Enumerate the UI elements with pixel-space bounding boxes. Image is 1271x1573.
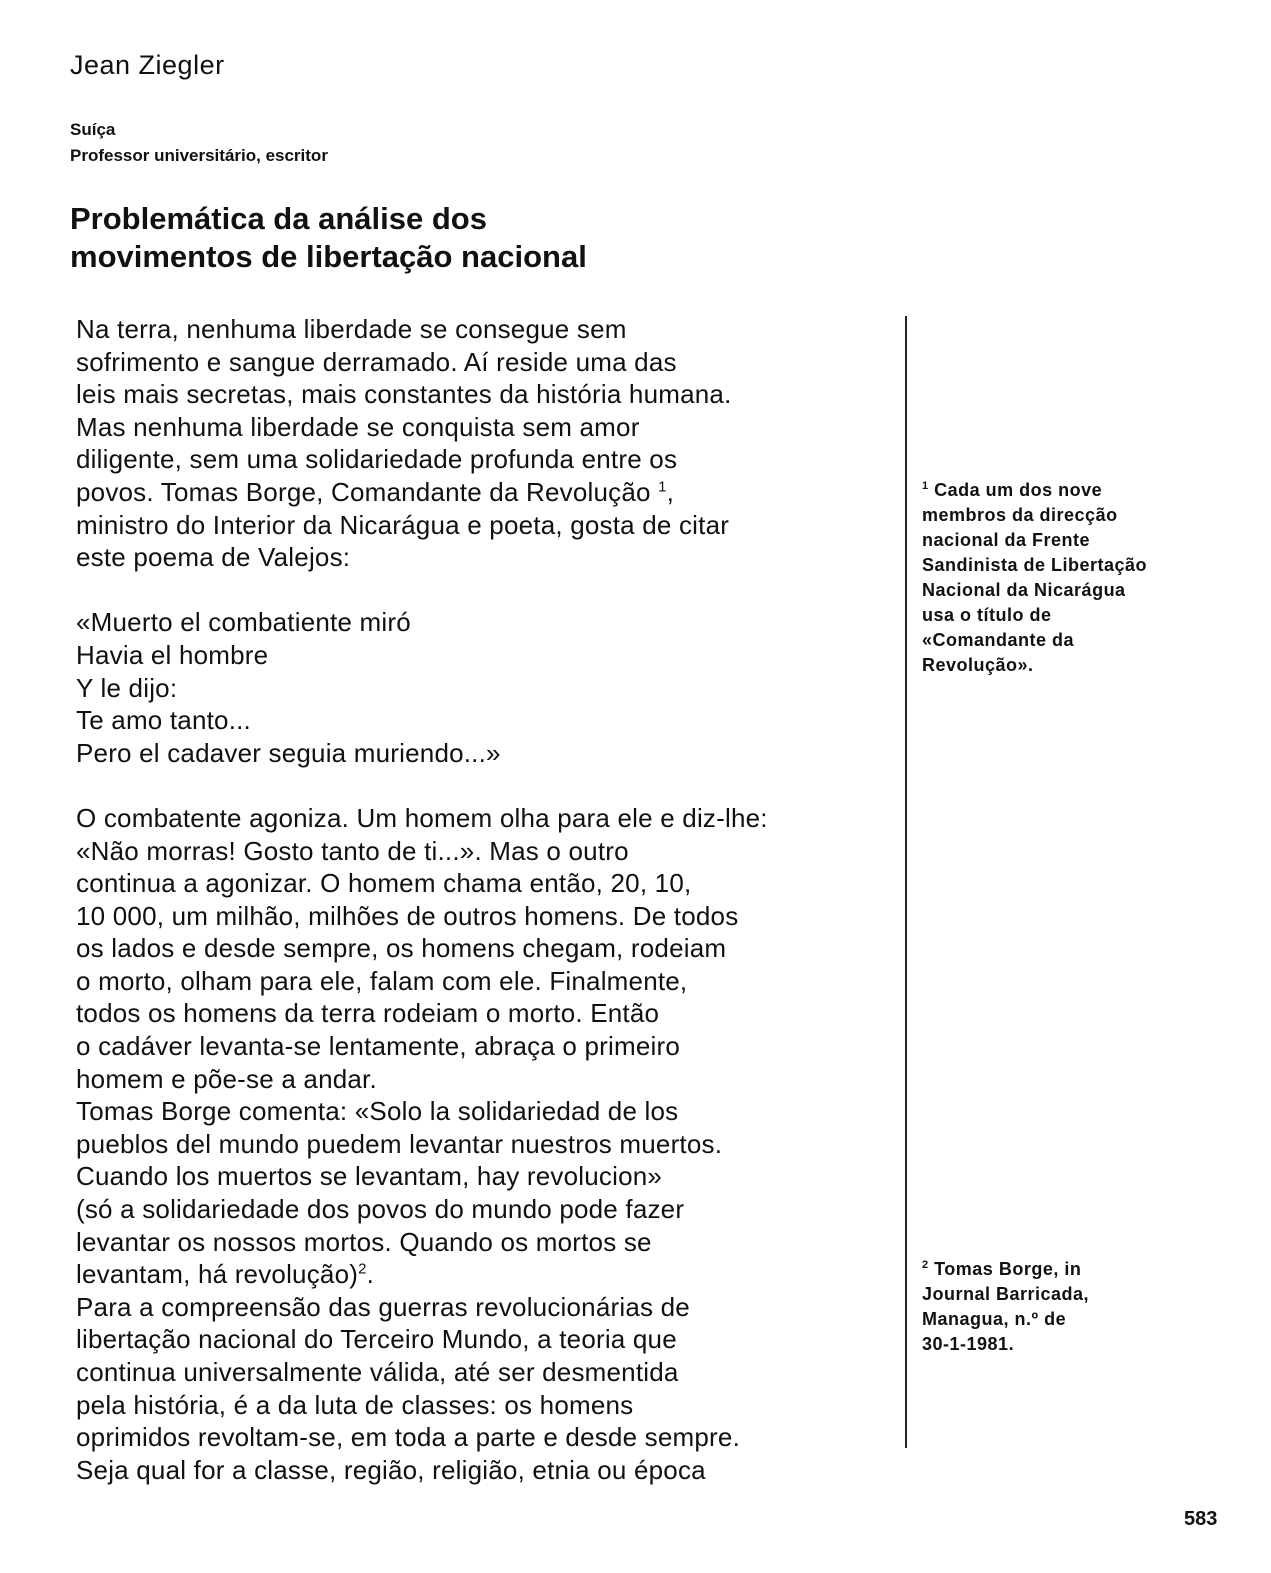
text-line: Mas nenhuma liberdade se conquista sem amor xyxy=(76,411,640,442)
footnote-line: «Comandante da xyxy=(922,630,1075,650)
footnote-line xyxy=(922,478,1222,503)
author-country: Suíça xyxy=(70,120,116,139)
text-line: Na terra, nenhuma liberdade se consegue sem xyxy=(76,314,627,344)
text-line: sofrimento e sangue derramado. Aí reside uma das xyxy=(76,346,677,377)
text-line: ministro do Interior da Nicarágua e poeta, gosta de citar xyxy=(76,509,730,540)
text-line: leis mais secretas, mais constantes da história humana. xyxy=(76,379,732,410)
text-line: O combatente agoniza. Um homem olha para ele e diz-lhe: xyxy=(76,802,768,833)
text-line: oprimidos revoltam-se, em toda a parte e desde sempre. xyxy=(76,1422,740,1453)
text-line xyxy=(76,1258,906,1291)
text-line: «Não morras! Gosto tanto de ti...». Mas o outro xyxy=(76,835,629,866)
article-title-line-1: Problemática da análise dos xyxy=(70,201,487,236)
footnote-line: Journal Barricada, xyxy=(922,1284,1090,1304)
poem-line: Pero el cadaver seguia muriendo...» xyxy=(76,737,501,768)
text-line-part: povos. Tomas Borge, Comandante da Revolução xyxy=(76,476,651,507)
poem-line: «Muerto el combatiente miró xyxy=(76,607,411,638)
text-line: pueblos del mundo puedem levantar nuestros muertos. xyxy=(76,1128,723,1159)
poem-line: Te amo tanto... xyxy=(76,705,251,736)
footnote-1 xyxy=(922,478,1222,678)
footnote-mark-2: 2 xyxy=(922,1259,929,1271)
footnote-line: nacional da Frente xyxy=(922,530,1091,550)
footnote-line: usa o título de xyxy=(922,605,1052,625)
poem-line: Havia el hombre xyxy=(76,639,269,670)
footnote-text: Tomas Borge, in xyxy=(934,1259,1082,1279)
text-line: homem e põe-se a andar. xyxy=(76,1063,377,1094)
article-title-line-2: movimentos de libertação nacional xyxy=(70,239,587,274)
footnote-mark-1: 1 xyxy=(922,480,929,492)
text-line: os lados e desde sempre, os homens chegam, rodeiam xyxy=(76,933,727,964)
text-line: (só a solidariedade dos povos do mundo pode fazer xyxy=(76,1194,685,1225)
footnote-line: 30-1-1981. xyxy=(922,1334,1015,1354)
text-line: diligente, sem uma solidariedade profunda entre os xyxy=(76,444,678,475)
paragraph-intro xyxy=(76,313,906,574)
page-number: 583 xyxy=(1184,1508,1218,1530)
text-line: continua universalmente válida, até ser desmentida xyxy=(76,1357,679,1387)
footnote-line: Revolução». xyxy=(922,655,1034,675)
footnote-2 xyxy=(922,1257,1222,1357)
text-line xyxy=(76,476,906,509)
text-line: Tomas Borge comenta: «Solo la solidariedad de los xyxy=(76,1096,679,1127)
text-line: Cuando los muertos se levantam, hay revolucion» xyxy=(76,1161,663,1192)
poem-line: Y le dijo: xyxy=(76,672,178,703)
main-text xyxy=(76,313,906,1486)
footnote-ref-1: 1 xyxy=(658,478,667,496)
text-line-part: levantam, há revolução) xyxy=(76,1259,359,1290)
footnote-text: Cada um dos nove xyxy=(934,480,1103,500)
poem xyxy=(76,606,906,769)
author-meta xyxy=(70,117,328,169)
footnote-line: Managua, n.º de xyxy=(922,1309,1067,1329)
text-line: libertação nacional do Terceiro Mundo, a teoria que xyxy=(76,1324,677,1355)
text-line: pela história, é a da luta de classes: os homens xyxy=(76,1389,634,1420)
text-line: Seja qual for a classe, região, religião, etnia ou época xyxy=(76,1454,706,1485)
text-line: levantar os nossos mortos. Quando os mortos se xyxy=(76,1226,652,1257)
text-line-part: . xyxy=(366,1259,375,1290)
footnote-line: membros da direcção xyxy=(922,505,1118,525)
footnote-ref-2: 2 xyxy=(358,1260,367,1278)
margin-rule xyxy=(905,316,907,1448)
footnote-line: Nacional da Nicarágua xyxy=(922,580,1126,600)
footnote-line xyxy=(922,1257,1222,1282)
text-line: este poema de Valejos: xyxy=(76,542,351,573)
text-line: Para a compreensão das guerras revolucionárias de xyxy=(76,1291,690,1322)
text-line-part: , xyxy=(666,476,675,507)
text-line: o cadáver levanta-se lentamente, abraça o primeiro xyxy=(76,1031,680,1062)
text-line: o morto, olham para ele, falam com ele. Finalmente, xyxy=(76,965,688,996)
paragraph-main xyxy=(76,802,906,1486)
author-role: Professor universitário, escritor xyxy=(70,146,328,165)
author-name: Jean Ziegler xyxy=(70,50,225,80)
text-line: 10 000, um milhão, milhões de outros homens. De todos xyxy=(76,900,739,931)
text-line: todos os homens da terra rodeiam o morto. Então xyxy=(76,998,660,1029)
footnote-line: Sandinista de Libertação xyxy=(922,555,1148,575)
text-line: continua a agonizar. O homem chama então, 20, 10, xyxy=(76,868,692,899)
article-title xyxy=(70,200,587,276)
